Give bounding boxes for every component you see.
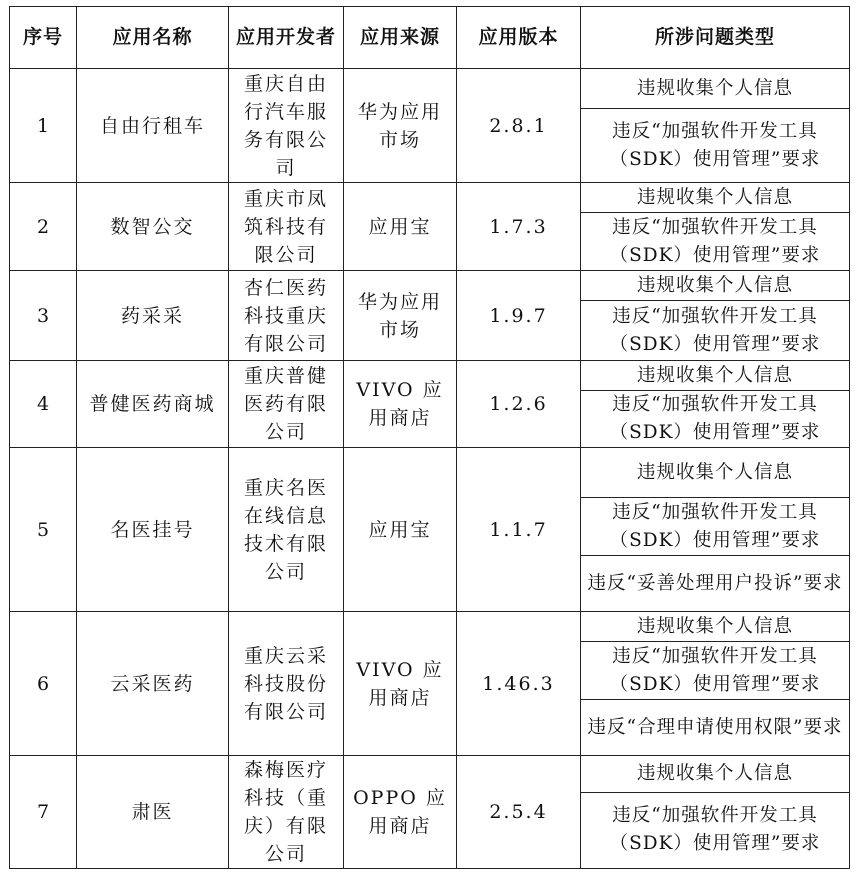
cell-app-name: 名医挂号 <box>77 448 229 612</box>
header-source: 应用来源 <box>344 7 457 69</box>
cell-app-name: 数智公交 <box>77 183 229 271</box>
table-row <box>10 183 850 213</box>
cell-issue: 违反“加强软件开发工具（SDK）使用管理”要求 <box>581 391 850 448</box>
cell-app-name: 药采采 <box>77 271 229 361</box>
cell-source: OPPO 应用商店 <box>344 756 457 869</box>
cell-developer: 重庆普健医药有限公司 <box>229 361 344 448</box>
cell-version: 1.7.3 <box>457 183 581 271</box>
cell-developer: 重庆自由行汽车服务有限公司 <box>229 69 344 183</box>
header-seq: 序号 <box>10 7 77 69</box>
cell-issue: 违反“合理申请使用权限”要求 <box>581 700 850 756</box>
cell-seq: 7 <box>10 756 77 869</box>
cell-version: 2.8.1 <box>457 69 581 183</box>
table-row <box>10 448 850 498</box>
cell-app-name: 肃医 <box>77 756 229 869</box>
table-row <box>10 361 850 391</box>
table-row <box>10 271 850 301</box>
cell-source: 华为应用市场 <box>344 69 457 183</box>
cell-seq: 3 <box>10 271 77 361</box>
cell-developer: 重庆市凤筑科技有限公司 <box>229 183 344 271</box>
table-row <box>10 612 850 642</box>
cell-source: 应用宝 <box>344 448 457 612</box>
header-issue-type: 所涉问题类型 <box>581 7 850 69</box>
cell-developer: 森梅医疗科技（重庆）有限公司 <box>229 756 344 869</box>
header-version: 应用版本 <box>457 7 581 69</box>
header-developer: 应用开发者 <box>229 7 344 69</box>
header-app-name: 应用名称 <box>77 7 229 69</box>
table-row <box>10 69 850 109</box>
cell-issue: 违规收集个人信息 <box>581 361 850 391</box>
cell-seq: 5 <box>10 448 77 612</box>
cell-issue: 违反“加强软件开发工具（SDK）使用管理”要求 <box>581 213 850 271</box>
cell-version: 1.1.7 <box>457 448 581 612</box>
cell-version: 2.5.4 <box>457 756 581 869</box>
cell-issue: 违反“加强软件开发工具（SDK）使用管理”要求 <box>581 498 850 556</box>
cell-source: 华为应用市场 <box>344 271 457 361</box>
cell-issue: 违反“加强软件开发工具（SDK）使用管理”要求 <box>581 301 850 361</box>
cell-issue: 违反“加强软件开发工具（SDK）使用管理”要求 <box>581 109 850 183</box>
table-row <box>10 756 850 793</box>
table-header-row <box>10 7 850 69</box>
cell-developer: 重庆云采科技股份有限公司 <box>229 612 344 756</box>
cell-seq: 1 <box>10 69 77 183</box>
cell-source: 应用宝 <box>344 183 457 271</box>
cell-source: VIVO 应用商店 <box>344 612 457 756</box>
cell-app-name: 云采医药 <box>77 612 229 756</box>
cell-app-name: 普健医药商城 <box>77 361 229 448</box>
cell-version: 1.9.7 <box>457 271 581 361</box>
cell-issue: 违反“加强软件开发工具（SDK）使用管理”要求 <box>581 642 850 700</box>
cell-developer: 杏仁医药科技重庆有限公司 <box>229 271 344 361</box>
cell-issue: 违规收集个人信息 <box>581 448 850 498</box>
cell-issue: 违规收集个人信息 <box>581 756 850 793</box>
cell-developer: 重庆名医在线信息技术有限公司 <box>229 448 344 612</box>
cell-version: 1.46.3 <box>457 612 581 756</box>
cell-issue: 违规收集个人信息 <box>581 612 850 642</box>
cell-issue: 违规收集个人信息 <box>581 69 850 109</box>
app-issue-table-container <box>9 6 849 869</box>
cell-issue: 违规收集个人信息 <box>581 183 850 213</box>
cell-source: VIVO 应用商店 <box>344 361 457 448</box>
cell-issue: 违反“妥善处理用户投诉”要求 <box>581 556 850 612</box>
cell-seq: 2 <box>10 183 77 271</box>
cell-issue: 违反“加强软件开发工具（SDK）使用管理”要求 <box>581 792 850 868</box>
app-issue-table <box>9 6 850 869</box>
cell-issue: 违规收集个人信息 <box>581 271 850 301</box>
cell-version: 1.2.6 <box>457 361 581 448</box>
cell-app-name: 自由行租车 <box>77 69 229 183</box>
cell-seq: 4 <box>10 361 77 448</box>
cell-seq: 6 <box>10 612 77 756</box>
